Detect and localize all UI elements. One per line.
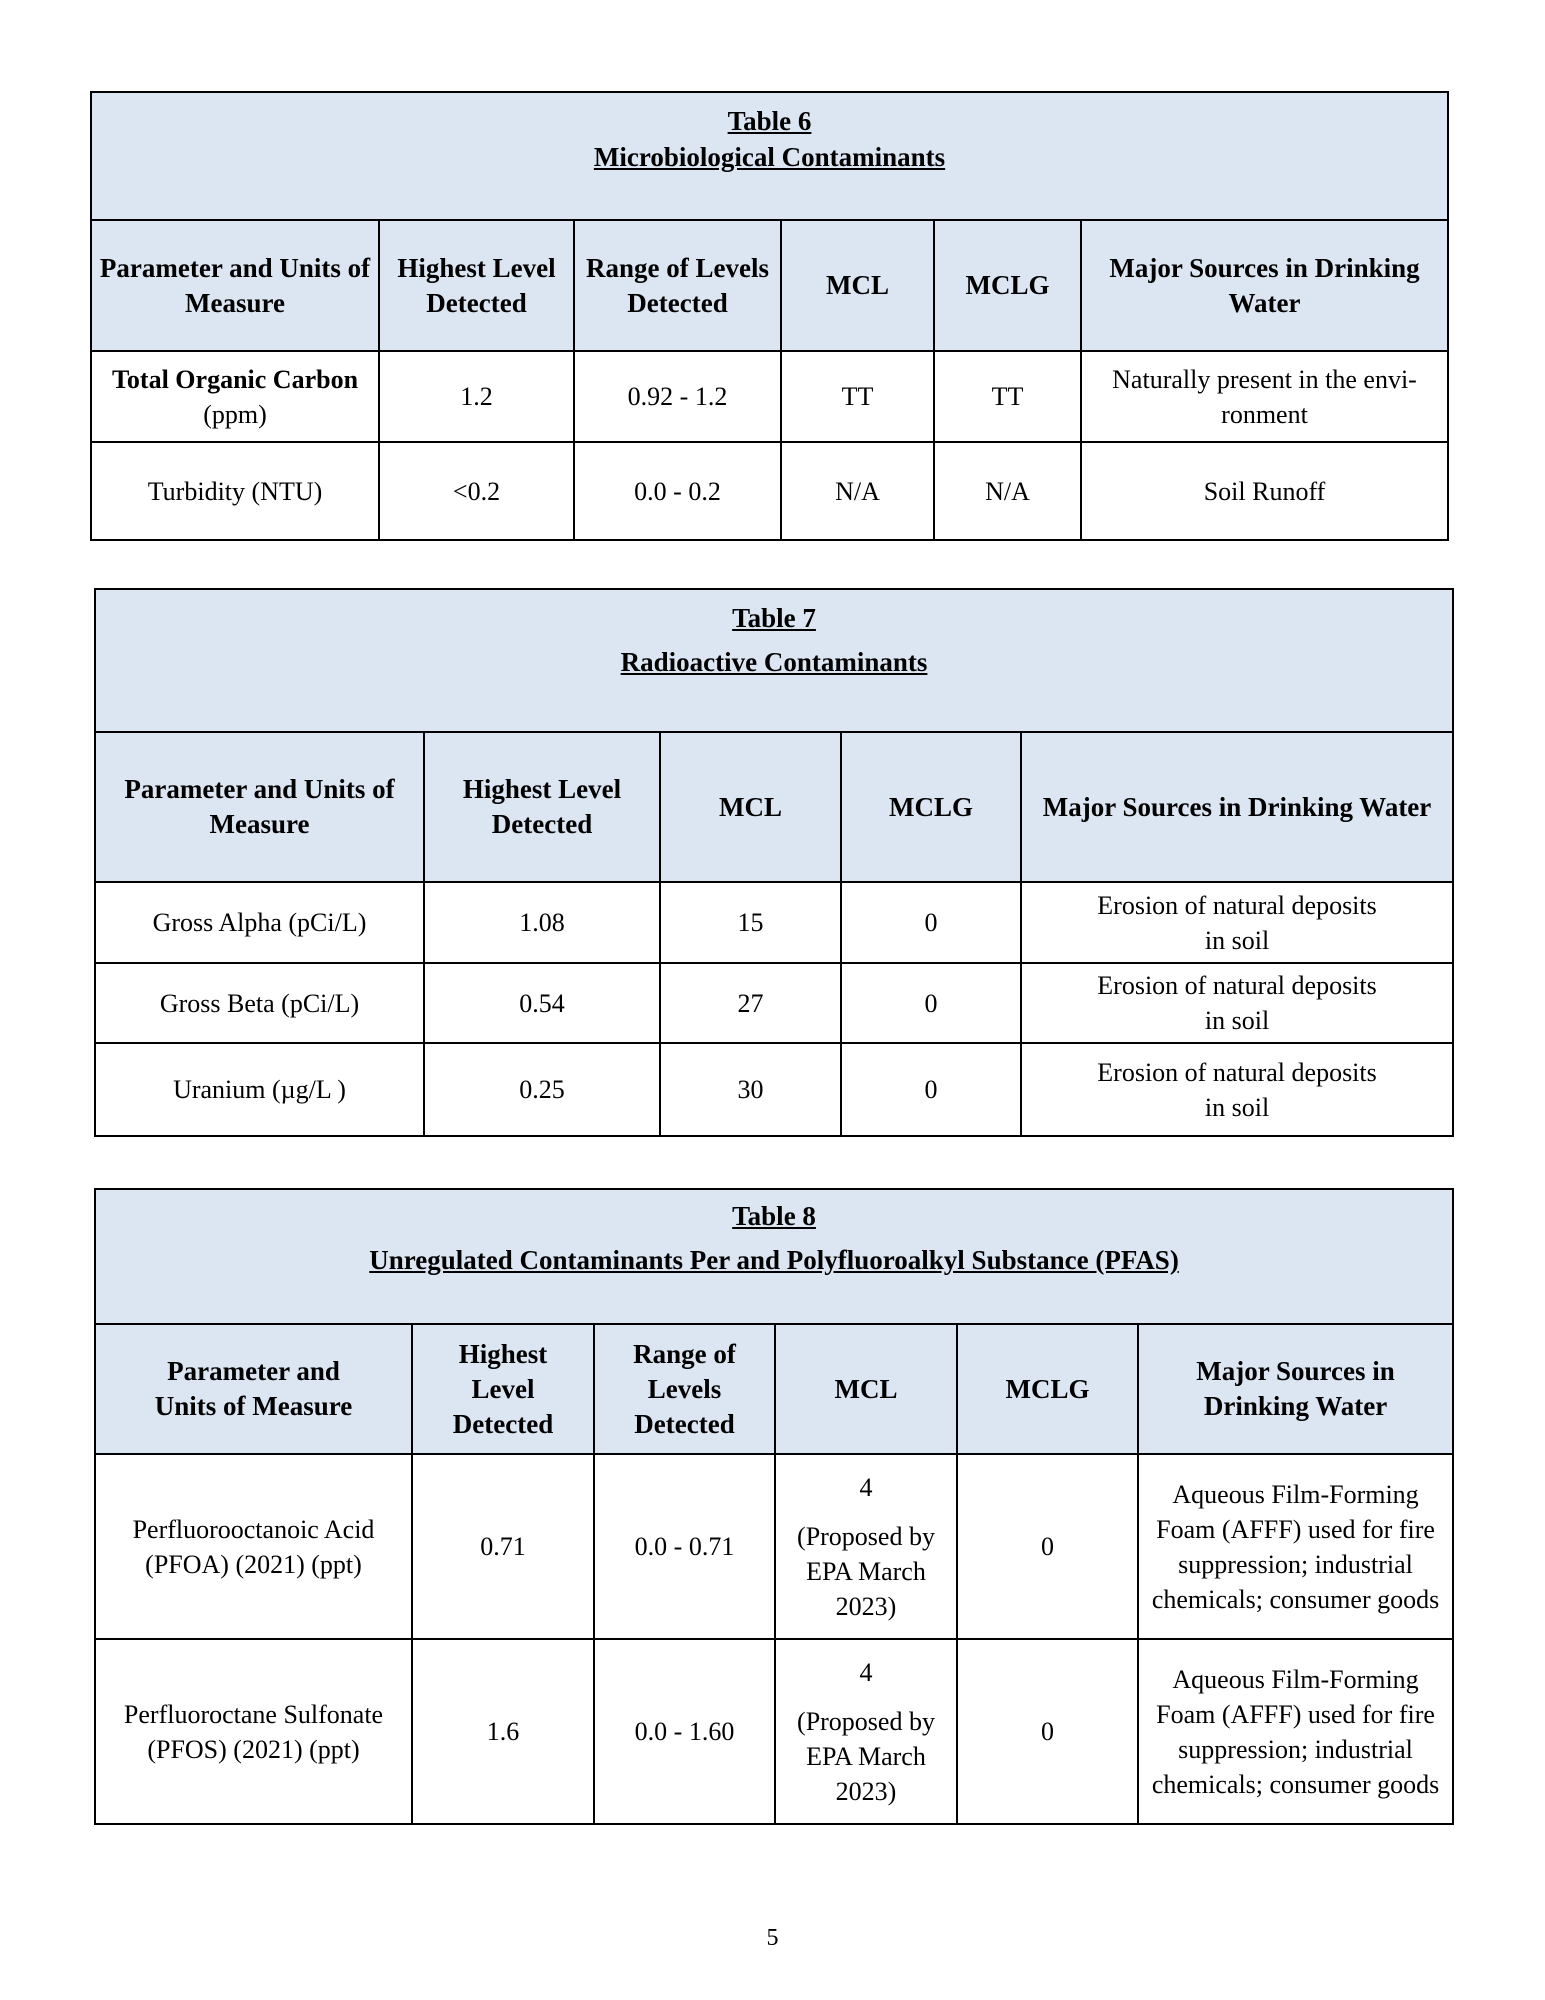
param-cell — [91, 351, 379, 442]
title-gap — [102, 1234, 1446, 1242]
table-8-pfas — [94, 1188, 1454, 1825]
table-row — [95, 882, 1453, 963]
source-cell: Erosion of natural deposits in soil — [1021, 1043, 1453, 1136]
mcl-note: (Proposed by EPA March 2023) — [797, 1706, 935, 1806]
source-cell: Aqueous Film-Forming Foam (AFFF) used for fire suppression; industrial chemicals; consumer goods — [1138, 1639, 1453, 1824]
param-cell: Gross Alpha (pCi/L) — [95, 882, 424, 963]
table-6-subtitle: Microbiological Contaminants — [593, 142, 946, 172]
table-row — [95, 1639, 1453, 1824]
highest-cell: 0.25 — [424, 1043, 660, 1136]
mclg-cell: 0 — [841, 882, 1021, 963]
page-number: 5 — [766, 1925, 779, 1951]
source-cell: Soil Runoff — [1081, 442, 1448, 540]
mcl-value: 4 — [859, 1657, 873, 1687]
table-6-title-cell — [91, 92, 1448, 220]
header-sources: Major Sources in Drinking Water — [1021, 732, 1453, 882]
mcl-cell — [775, 1639, 957, 1824]
table-7-title: Table 7 — [732, 603, 816, 633]
table-8-subtitle: Unregulated Contaminants Per and Polyfluoroalkyl Substance (PFAS) — [369, 1245, 1179, 1275]
param-cell: Gross Beta (pCi/L) — [95, 963, 424, 1043]
highest-cell: 0.54 — [424, 963, 660, 1043]
highest-cell: 1.6 — [412, 1639, 594, 1824]
source-cell: Aqueous Film-Forming Foam (AFFF) used for fire suppression; industrial chemicals; consumer goods — [1138, 1454, 1453, 1639]
source-cell: Naturally present in the envi-ronment — [1081, 351, 1448, 442]
header-sources: Major Sources in Drinking Water — [1138, 1324, 1453, 1454]
source-cell: Erosion of natural deposits in soil — [1021, 963, 1453, 1043]
table-7-subtitle: Radioactive Contaminants — [620, 647, 928, 677]
table-row — [95, 1043, 1453, 1136]
header-mcl: MCL — [775, 1324, 957, 1454]
title-gap — [102, 636, 1446, 644]
table-6-microbiological — [90, 91, 1449, 541]
highest-cell: 0.71 — [412, 1454, 594, 1639]
header-mclg: MCLG — [957, 1324, 1138, 1454]
source-cell: Erosion of natural deposits in soil — [1021, 882, 1453, 963]
table-row — [91, 442, 1448, 540]
header-mclg: MCLG — [841, 732, 1021, 882]
param-cell: Perfluoroctane Sulfonate (PFOS) (2021) (ppt) — [95, 1639, 412, 1824]
mclg-cell: 0 — [957, 1454, 1138, 1639]
mcl-value: 4 — [859, 1472, 873, 1502]
table-row — [95, 1454, 1453, 1639]
mclg-cell: 0 — [957, 1639, 1138, 1824]
header-highest-level: Highest Level Detected — [412, 1324, 594, 1454]
header-parameter: Parameter and Units of Measure — [95, 732, 424, 882]
table-6-title: Table 6 — [727, 106, 812, 136]
mcl-cell: 30 — [660, 1043, 841, 1136]
range-cell: 0.0 - 1.60 — [594, 1639, 775, 1824]
header-parameter: Parameter and Units of Measure — [91, 220, 379, 351]
table-7-radioactive — [94, 588, 1454, 1137]
table-7-title-cell — [95, 589, 1453, 732]
mclg-cell: 0 — [841, 963, 1021, 1043]
mcl-cell: 15 — [660, 882, 841, 963]
table-row — [91, 351, 1448, 442]
header-range: Range of Levels Detected — [574, 220, 781, 351]
header-mclg: MCLG — [934, 220, 1081, 351]
mcl-cell: N/A — [781, 442, 934, 540]
mcl-gap — [794, 1505, 938, 1519]
mcl-gap — [794, 1690, 938, 1704]
mcl-cell: TT — [781, 351, 934, 442]
highest-cell: 1.08 — [424, 882, 660, 963]
param-cell: Perfluorooctanoic Acid (PFOA) (2021) (ppt) — [95, 1454, 412, 1639]
param-unit: (ppm) — [203, 399, 267, 429]
param-cell: Uranium (µg/L ) — [95, 1043, 424, 1136]
mclg-cell: 0 — [841, 1043, 1021, 1136]
header-range: Range of Levels Detected — [594, 1324, 775, 1454]
mclg-cell: N/A — [934, 442, 1081, 540]
mclg-cell: TT — [934, 351, 1081, 442]
range-cell: 0.0 - 0.2 — [574, 442, 781, 540]
mcl-cell: 27 — [660, 963, 841, 1043]
header-highest-level: Highest Level Detected — [424, 732, 660, 882]
mcl-cell — [775, 1454, 957, 1639]
highest-cell: 1.2 — [379, 351, 574, 442]
header-sources: Major Sources in Drinking Water — [1081, 220, 1448, 351]
param-cell: Turbidity (NTU) — [91, 442, 379, 540]
range-cell: 0.92 - 1.2 — [574, 351, 781, 442]
table-8-title-cell — [95, 1189, 1453, 1324]
highest-cell: <0.2 — [379, 442, 574, 540]
table-8-title: Table 8 — [732, 1201, 816, 1231]
header-parameter: Parameter and Units of Measure — [95, 1324, 412, 1454]
header-mcl: MCL — [781, 220, 934, 351]
range-cell: 0.0 - 0.71 — [594, 1454, 775, 1639]
mcl-note: (Proposed by EPA March 2023) — [797, 1521, 935, 1621]
header-mcl: MCL — [660, 732, 841, 882]
header-highest-level: Highest Level Detected — [379, 220, 574, 351]
table-row — [95, 963, 1453, 1043]
param-name: Total Organic Carbon — [111, 364, 359, 394]
